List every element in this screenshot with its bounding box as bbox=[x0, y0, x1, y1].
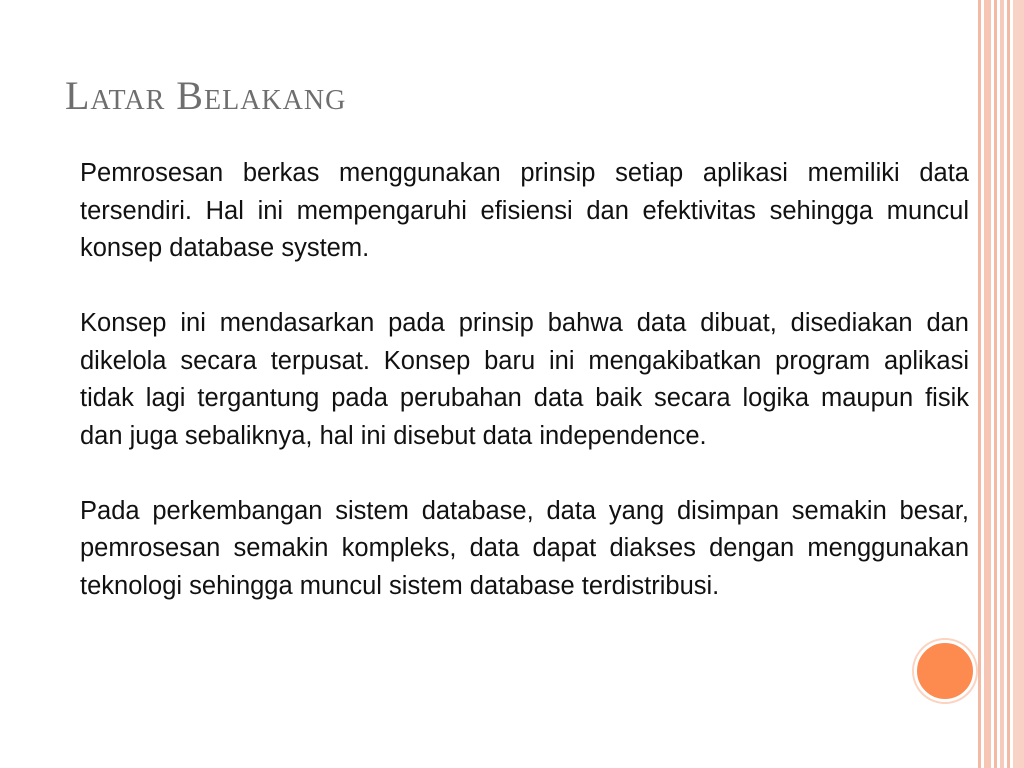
border-stripe bbox=[1013, 0, 1024, 768]
border-stripe bbox=[1007, 0, 1010, 768]
paragraph-1: Pemrosesan berkas menggunakan prinsip setiap aplikasi memiliki data tersendiri. Hal ini mempengaruhi efisiensi dan efektivitas sehingga muncul konsep database system. bbox=[80, 159, 969, 262]
slide-body bbox=[80, 155, 969, 605]
slide-title: Latar Belakang bbox=[65, 73, 347, 118]
paragraph-2: Konsep ini mendasarkan pada prinsip bahwa data dibuat, disediakan dan dikelola secara terpusat. Konsep baru ini mengakibatkan program aplikasi tidak lagi tergantung pada perubahan data baik secara logika maupun fisik dan juga sebaliknya, hal ini disebut data independence. bbox=[80, 309, 969, 450]
decorative-circle bbox=[914, 640, 976, 702]
border-stripe bbox=[978, 0, 981, 768]
paragraph-3: Pada perkembangan sistem database, data yang disimpan semakin besar, pemrosesan semakin kompleks, data dapat diakses dengan menggunakan teknologi sehingga muncul sistem database terdistribusi. bbox=[80, 496, 969, 600]
border-stripe bbox=[994, 0, 997, 768]
border-stripe bbox=[1000, 0, 1004, 768]
border-stripe bbox=[984, 0, 991, 768]
